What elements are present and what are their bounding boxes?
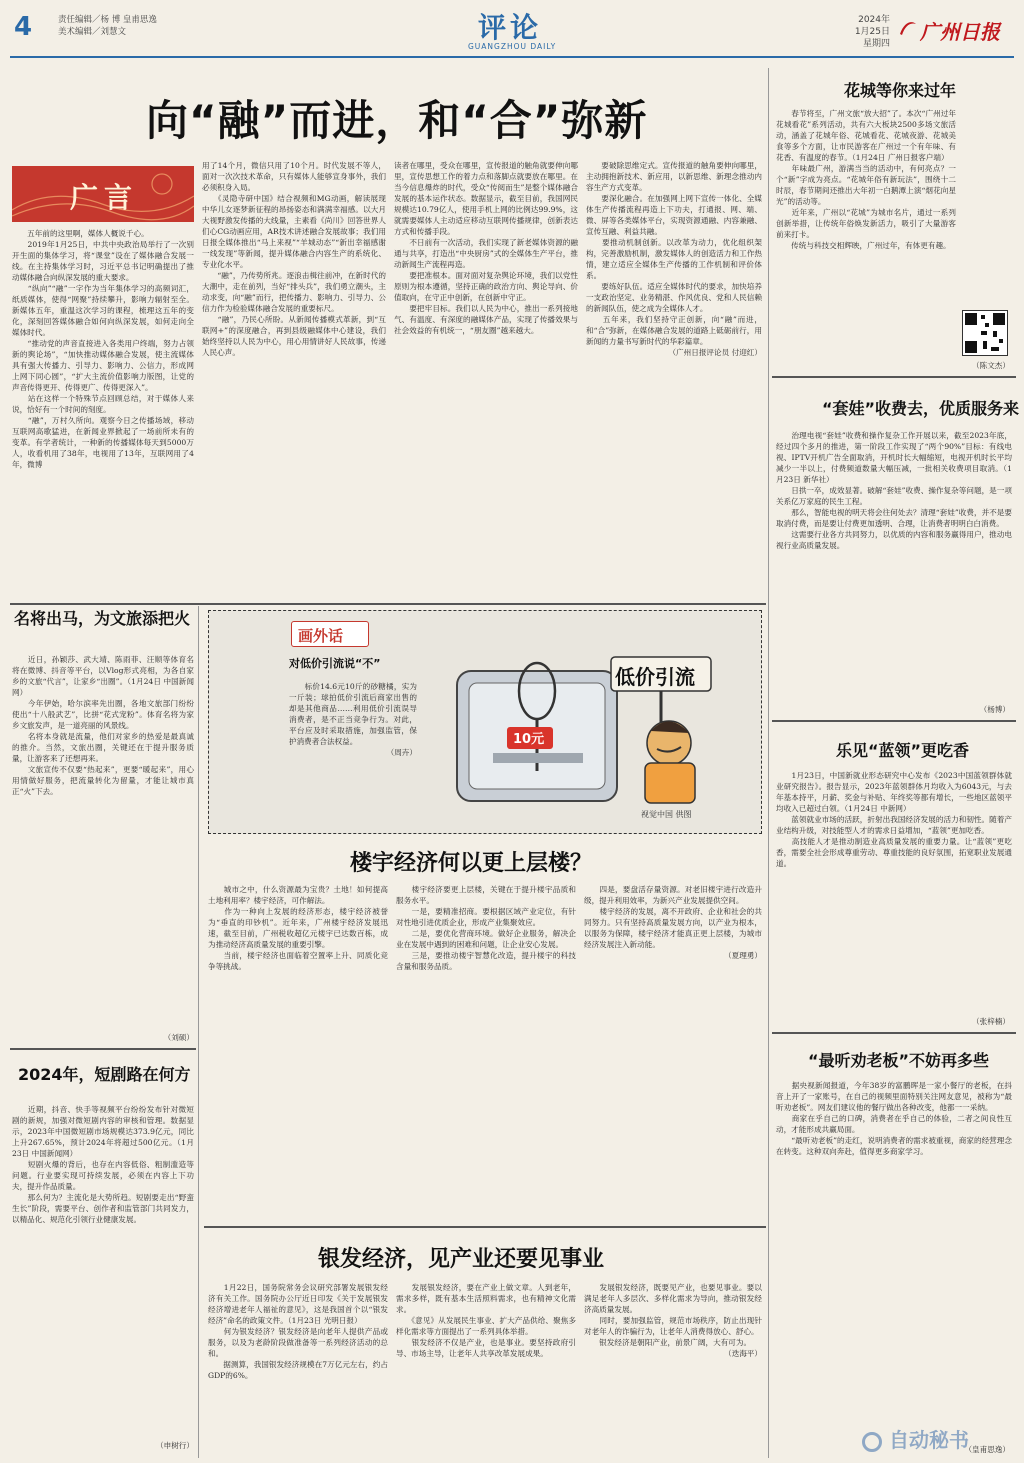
cartoon-column-label: 画外话 — [298, 627, 344, 645]
cartoon-title: 对低价引流说“不” — [289, 657, 381, 670]
main-article-col-2: 用了14个月，微信只用了10个月。时代发展不等人，面对一次次技术革命，只有媒体人能够宣身事外，我们必须积身入局。 《灵隐寺研中国》结合视频和MG动画，解读展现中华儿女逐梦新征程的昂扬姿态和满满幸福感。以大月大视野激发传播的大线量，主素看《尚川》回答世界人们心CG动画应用，AR技术讲述融合发展故事；我们用日报全媒体推出“马上来视”“羊城动态”“新出幸福感谢一线发现”等新闻，提升媒体融合内容生产的系统化、专业化水平。 “融”，乃传势所兆。逐浪击楫往前冲，在新时代的大潮中，走在前列，当好“排头兵”，我们勇立潮头，主动求变，向“融”而行，把传播力、影响力、引导力、公信力作为检验媒体融合发展的重要标尺。 “融”，乃民心所盼。从新闻传播模式革新，到“互联网+”的深度融合，再到县级融媒体中心建设，我们始终坚持以人民为中心，用心用情讲好人民故事，传递人民心声。 — [202, 161, 386, 357]
right-article-3-title: 乐见“蓝领”更吃香 — [836, 741, 970, 760]
bottom-article-col-1: 1月22日，国务院常务会议研究部署发展银发经济有关工作。国务院办公厅近日印发《关于发展银发经济增进老年人福祉的意见》，这是我国首个以“银发经济”命名的政策文件。（1月23日 光明日报） 何为银发经济？银发经济是向老年人提供产品或服务，以及为老龄阶段做准备等一系列经济活动的总和。 据测算，我国银发经济规模在7万亿元左右，约占GDP的6%。 — [208, 1283, 388, 1380]
qr-code — [962, 310, 1008, 356]
bottom-article-col-3-text: 发展银发经济，既要见产业，也要见事业。要以满足老年人多层次、多样化需求为导向，推动银发经济高质量发展。 同时，要加强监管，规范市场秩序，防止出现针对老年人的诈骗行为，让老年人消费得放心、舒心。 银发经济是朝阳产业，前景广阔，大有可为。 — [584, 1283, 762, 1347]
right-article-1-body: 春节将至，广州文旅“放大招”了。本次“广州过年 花城看花”系列活动，共有六大板块2500多场文旅活动，涵盖了花城年俗、花城看花、花城夜游、花城美食等多个方面，让市民游客在广州过一个有年味、有花香、有温度的春节。（1月24日 广州日报客户端） 年味最广州，游满当当的活动中，有何亮点？一个“新”字成为亮点。“花城年俗有新玩法”，围绕十二时辰，春节期间还推出大年初一白鹅潭上演“烟花向星光”的活动等。 近年来，广州以“花城”为城市名片，通过一系列创新举措，让传统年俗焕发新活力，吸引了大量游客前来打卡。 传统与科技交相辉映，广州过年，有体更有趣。 — [776, 109, 956, 250]
mid-article-byline: （夏理勇） — [724, 951, 762, 960]
right-article-4-body: 据央视新闻报道，今年38岁的富鹏晖是一家小餐厅的老板，在抖音上开了一家账号，在自己的视频里面特别关注网友意见，被称为“最听劝老板”。网友们建议他的餐厅做出各种改变，他都一一采纳。 商家在乎自己的口碑，消费者在乎自己的体验，二者之间良性互动，才能形成共赢局面。 “最听劝老板”的走红，说明消费者的需求被重视，商家的经营理念在转变。这种双向奔赴，值得更多商家学习。 — [776, 1081, 1012, 1156]
left-article-1-body: 近日，孙颖莎、武大靖、陈雨菲、汪顺等体育名将在微博、抖音等平台，以Vlog形式亮相，为各自家乡的文旅“代言”，让家乡“出圈”。（1月24日 中国新闻网） 今年伊始，哈尔滨率先出圈，各地文旅部门纷纷使出“十八般武艺”，比拼“花式宠粉”。体育名将为家乡文旅发声，是一道亮丽的风景线。 名将本身就是流量，他们对家乡的热爱是最真诚的推介。当然，文旅出圈，关键还在于提升服务质量，让游客来了还想再来。 文旅宣传不仅要“热起来”，更要“暖起来”，用心用情做好服务，把流量转化为留量，才能让城市真正“火”下去。 — [12, 655, 194, 796]
left-article-2-byline: （申树行） — [156, 1441, 194, 1450]
bottom-article-byline: （迭海平） — [724, 1349, 762, 1358]
newspaper-logo: 广州日报 — [920, 20, 1000, 44]
cartoon-caption-text: 标价14.6元10斤的砂糖橘，实为一斤装；球拍低价引流后商家出售的却是其他商品……利用低价引流误导消费者，是不正当竞争行为。对此，平台应及时采取措施，加强监管，保护消费者合法权益。 — [289, 682, 417, 746]
main-article-byline: （广州日报评论员 付迎红） — [668, 348, 762, 357]
right-article-2-title: “套娃”收费去，优质服务来 — [822, 399, 1020, 418]
cartoon-byline: （周卉） — [386, 748, 417, 757]
left-article-2-title: 2024年，短剧路在何方 — [18, 1065, 191, 1084]
right-article-2-body: 治理电视“套娃”收费和操作复杂工作开展以来，截至2023年底，经过四个多月的推进，第一阶段工作实现了“两个90%”目标：有线电视、IPTV开机广告全面取消，开机时长大幅缩短，电视开机时长平均减少一半以上，付费频道数量大幅压减，一批相关收费项目取消。（1月23日 新华社） 日拱一卒，成效显著。破解“套娃”收费、操作复杂等问题，是一项关系亿万家庭的民生工程。 那么，智能电视的明天将会往何处去？清理“套娃”收费，并不是要取消付费，而是要让付费更加透明、合理，让消费者明明白白消费。 这需要行业各方共同努力，以优质的内容和服务赢得用户，推动电视行业高质量发展。 — [776, 431, 1012, 550]
date-day: 1月25日 — [854, 27, 890, 37]
issue-date — [838, 14, 890, 50]
cartoon-illustration — [437, 631, 737, 809]
mid-article-col-3 — [584, 884, 762, 1210]
cartoon-label-box — [291, 621, 369, 647]
main-article-col-3: 读者在哪里，受众在哪里，宣传报道的触角就要伸向哪里，宣传思想工作的着力点和落脚点就要放在哪里。在当今信息爆炸的时代，受众“传阅而生”是整个媒体融合发展的基本运作状态。数据显示，截至目前，我国网民规模达10.79亿人，使用手机上网的比例达99.9%，这就需要媒体人主动适应移动互联网传播规律，创新表达方式和传播手段。 不日前有一次活动，我们实现了新老媒体资源的融通与共享，打造出“中央厨房”式的全媒体生产平台，推动新闻生产流程再造。 要把准根本。面对面对复杂舆论环境，我们以党性原则为根本遵循，坚持正确的政治方向、舆论导向、价值取向，在守正中创新，在创新中守正。 要把牢目标。我们以人民为中心，推出一系列接地气、有温度、有深度的融媒体产品，实现了传播效果与社会效益的有机统一，“朋友圈”越来越大。 — [394, 161, 578, 335]
main-article-col-4-text: 要破除思维定式。宣传报道的触角要伸向哪里，主动拥抱新技术、新应用，以新思维、新理念推动内容生产方式变革。 要深化融合。在加强网上网下宣传一体化、全媒体生产传播流程再造上下功夫，打通报、网、端、微、屏等各类媒体平台，实现资源通融、内容兼融、宣传互融、利益共融。 要推动机制创新。以改革为动力，优化组织架构，完善激励机制，激发媒体人的创造活力和工作热情，建立适应全媒体生产传播的工作机制和评价体系。 要练好队伍。适应全媒体时代的要求，加快培养一支政治坚定、业务精湛、作风优良、党和人民信赖的新闻队伍，使之成为全媒体人才。 五年来，我们坚持守正创新，向“融”而进，和“合”弥新，在媒体融合发展的道路上砥砺前行，用新闻的力量书写新时代的华彩篇章。 — [586, 161, 762, 346]
watermark-circle-icon — [862, 1432, 882, 1452]
right-article-4-title: “最听劝老板”不妨再多些 — [808, 1051, 990, 1070]
editors-info — [58, 14, 157, 38]
bottom-article-col-3 — [584, 1282, 762, 1458]
watermark-text: 自动秘书 — [888, 1428, 969, 1452]
column-label-box — [12, 166, 194, 222]
main-article-col-4 — [586, 160, 762, 600]
left-article-1-byline: （刘硕） — [163, 1033, 194, 1042]
bottom-article-col-2: 发展银发经济，要在产业上做文章。人到老年，需求多样，既有基本生活照料需求，也有精神文化需求。 《意见》从发展民生事业、扩大产品供给、聚焦多样化需求等方面提出了一系列具体举措。 银发经济不仅是产业，也是事业。要坚持政府引导、市场主导，让老年人共享改革发展成果。 — [396, 1283, 576, 1358]
column-label: 广言 — [70, 181, 139, 214]
right-article-3-byline: （张梓楠） — [972, 1017, 1010, 1026]
editors-line-2: 美术编辑／刘慧文 — [58, 27, 127, 37]
logo-swoosh-icon — [898, 18, 918, 38]
right-article-2-byline: （杨博） — [979, 705, 1010, 714]
cartoon-price-tag: 10元 — [513, 732, 545, 747]
mid-article-col-2: 楼宇经济要更上层楼，关键在于提升楼宇品质和服务水平。 一是，要精准招商。要根据区域产业定位，有针对性地引进优质企业，形成产业集聚效应。 二是，要优化营商环境。做好企业服务，解决企业在发展中遇到的困难和问题，让企业安心发展。 三是，要推动楼宇智慧化改造，提升楼宇的科技含量和服务品质。 — [396, 885, 576, 971]
cartoon-credit: 视觉中国 供图 — [641, 810, 692, 819]
left-article-1-title: 名将出马，为文旅添把火 — [14, 609, 191, 628]
cartoon-caption — [289, 681, 417, 811]
right-article-3-body: 1月23日，中国新就业形态研究中心发布《2023中国蓝领群体就业研究报告》。报告显示，2023年蓝领群体月均收入为6043元，与去年基本持平，月薪、奖金与补贴、年终奖等都有增长，一些地区蓝领平均收入已超过白领。（1月24日 中新网） 蓝领就业市场的活跃，折射出我国经济发展的活力和韧性。随着产业结构升级，对技能型人才的需求日益增加，“蓝领”更加吃香。 高技能人才是推动制造业高质量发展的重要力量。让“蓝领”更吃香，需要全社会形成尊重劳动、尊重技能的良好氛围，拓宽职业发展通道。 — [776, 771, 1012, 868]
section-title: 评论 — [478, 11, 543, 44]
right-article-4-byline: （皇甫思逸） — [964, 1445, 1010, 1454]
main-article-col-1: 五年前的这里啊，媒体人概说千心。 2019年1月25日，中共中央政治局举行了一次别开生面的集体学习，将“课堂”设在了媒体融合发展一线。在主持集体学习时，习近平总书记明确提出了推动媒体融合向纵深发展的重大要求。 “纵向”“融”一字作为当年集体学习的高频词汇，纸质媒体，使得“网聚”持续攀升，影响力辐射至全。新媒体五年，重温这次学习的课程，梳理这五年的变化，深刻回答媒体融合如何向纵深发展，如何走向全媒体时代。 “推动党的声音直接进入各类用户终端，努力占领新的舆论场”，“加快推动媒体融合发展，使主流媒体具有强大传播力、引导力、影响力、公信力，形成网上网下同心圆”，“扩大主流价值影响力版图，让党的声音传得更开、传得更广、传得更深入”。 站在这样一个特殊节点回顾总结，对于媒体人来说，恰好有一个时间的刻度。 “融”，万村久所向。观察今日之传播场域，移动互联网高歌猛进，在新闻业界掀起了一场前所未有的变革。有学者统计，一种新的传播媒体每天到5000万人，收看机用了38年，电视用了13年，互联网用了4年，微博 — [12, 229, 194, 469]
main-headline: 向“融”而进，和“合”弥新 — [146, 96, 648, 145]
cartoon-sign-text: 低价引流 — [615, 665, 695, 689]
right-article-1-byline: （陈文杰） — [972, 361, 1010, 370]
editors-line-1: 责任编辑／杨 博 皇甫思逸 — [58, 15, 157, 25]
section-title-en: GUANGZHOU DAILY — [468, 42, 557, 51]
bottom-article-title: 银发经济，见产业还要见事业 — [318, 1247, 605, 1272]
mid-article-title: 楼宇经济何以更上层楼？ — [350, 851, 593, 876]
left-article-2-body: 近期，抖音、快手等视频平台纷纷发布针对微短剧的新规，加强对微短剧内容的审核和管理。数据显示，2023年中国微短剧市场规模达373.9亿元，同比上升267.65%，预计2024年将超过500亿元。（1月23日 中国新闻网） 短剧火爆的背后，也存在内容低俗、粗制滥造等问题。行业要实现可持续发展，必须在内容上下功夫，提升作品质量。 那么何为？主流化是大势所趋。短剧要走出“野蛮生长”阶段，需要平台、创作者和监管部门共同发力，以精品化、规范化引领行业健康发展。 — [12, 1105, 194, 1224]
date-weekday: 星期四 — [862, 39, 890, 49]
watermark-logo — [862, 1424, 969, 1453]
page-number: 4 — [14, 12, 33, 42]
mid-article-col-1: 城市之中，什么资源最为宝贵？土地！如何提高土地利用率？楼宇经济，可作解法。 作为一种向上发展的经济形态，楼宇经济被誉为“垂直的印钞机”。近年来，广州楼宇经济发展迅速，截至目前，广州税收超亿元楼宇已达数百栋，成为推动经济高质量发展的重要引擎。 当前，楼宇经济也面临着空置率上升、同质化竞争等挑战。 — [208, 885, 388, 971]
right-article-1-title: 花城等你来过年 — [844, 81, 957, 100]
date-year: 2024年 — [858, 15, 890, 25]
mid-article-col-3-text: 四是，要盘活存量资源。对老旧楼宇进行改造升级，提升利用效率，为新兴产业发展提供空间。 楼宇经济的发展，离不开政府、企业和社会的共同努力。只有坚持高质量发展方向，以产业为根本，以服务为保障，楼宇经济才能真正更上层楼，为城市经济发展注入新动能。 — [584, 885, 762, 949]
cartoon-panel — [208, 610, 762, 834]
